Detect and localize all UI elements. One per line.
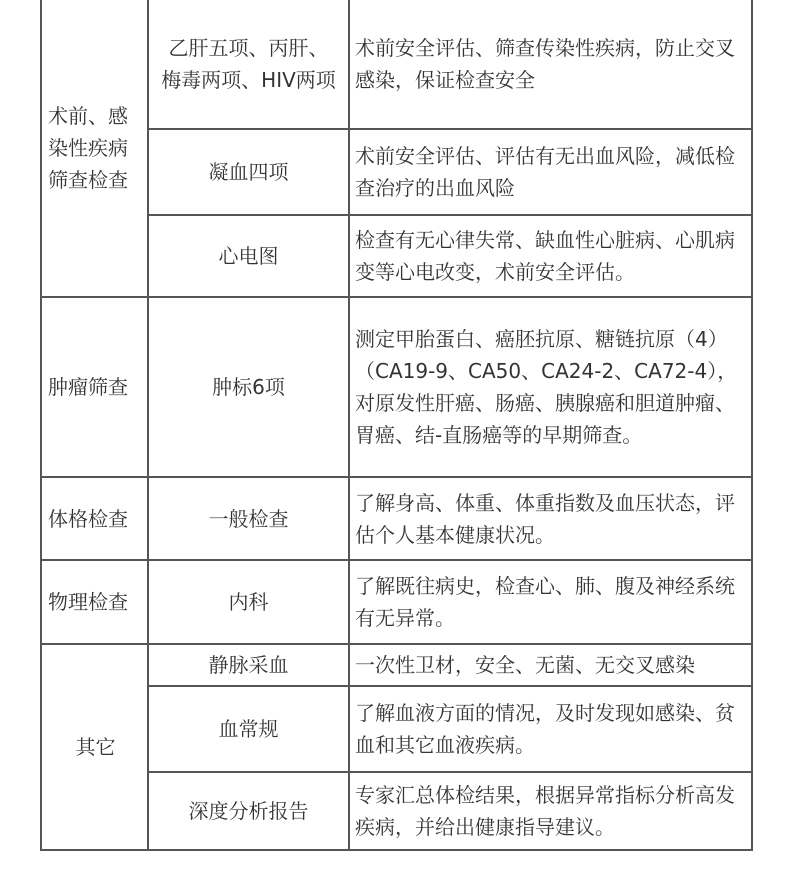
- description-cell: 了解身高、体重、体重指数及血压状态，评估个人基本健康状况。: [349, 477, 752, 560]
- item-cell: 凝血四项: [148, 129, 349, 215]
- category-cell: 术前、感染性疾病筛查检查: [41, 0, 148, 297]
- table-row: [41, 772, 752, 850]
- description-cell: 术前安全评估、筛查传染性疾病，防止交叉感染，保证检查安全: [349, 0, 752, 129]
- table-row: [41, 644, 752, 686]
- description-cell: 术前安全评估、评估有无出血风险，减低检查治疗的出血风险: [349, 129, 752, 215]
- category-cell: 肿瘤筛查: [41, 297, 148, 477]
- table-row: [41, 560, 752, 644]
- table-row: [41, 686, 752, 772]
- description-cell: 专家汇总体检结果，根据异常指标分析高发疾病，并给出健康指导建议。: [349, 772, 752, 850]
- table-row: [41, 215, 752, 297]
- exam-items-table: [40, 0, 753, 851]
- item-cell: 深度分析报告: [148, 772, 349, 850]
- description-cell: 一次性卫材，安全、无菌、无交叉感染: [349, 644, 752, 686]
- description-cell: 测定甲胎蛋白、癌胚抗原、糖链抗原（4）（CA19-9、CA50、CA24-2、CA72-4），对原发性肝癌、肠癌、胰腺癌和胆道肿瘤、胃癌、结-直肠癌等的早期筛查。: [349, 297, 752, 477]
- item-cell: 肿标6项: [148, 297, 349, 477]
- table-row: [41, 297, 752, 477]
- category-cell: 体格检查: [41, 477, 148, 560]
- description-cell: 了解既往病史，检查心、肺、腹及神经系统有无异常。: [349, 560, 752, 644]
- category-cell: 物理检查: [41, 560, 148, 644]
- category-cell: 其它: [41, 644, 148, 850]
- item-cell: 乙肝五项、丙肝、梅毒两项、HIV两项: [148, 0, 349, 129]
- table-row: [41, 477, 752, 560]
- item-cell: 内科: [148, 560, 349, 644]
- item-cell: 一般检查: [148, 477, 349, 560]
- item-cell: 静脉采血: [148, 644, 349, 686]
- description-cell: 检查有无心律失常、缺血性心脏病、心肌病变等心电改变，术前安全评估。: [349, 215, 752, 297]
- item-cell: 心电图: [148, 215, 349, 297]
- description-cell: 了解血液方面的情况，及时发现如感染、贫血和其它血液疾病。: [349, 686, 752, 772]
- item-cell: 血常规: [148, 686, 349, 772]
- table-row: [41, 0, 752, 129]
- table-row: [41, 129, 752, 215]
